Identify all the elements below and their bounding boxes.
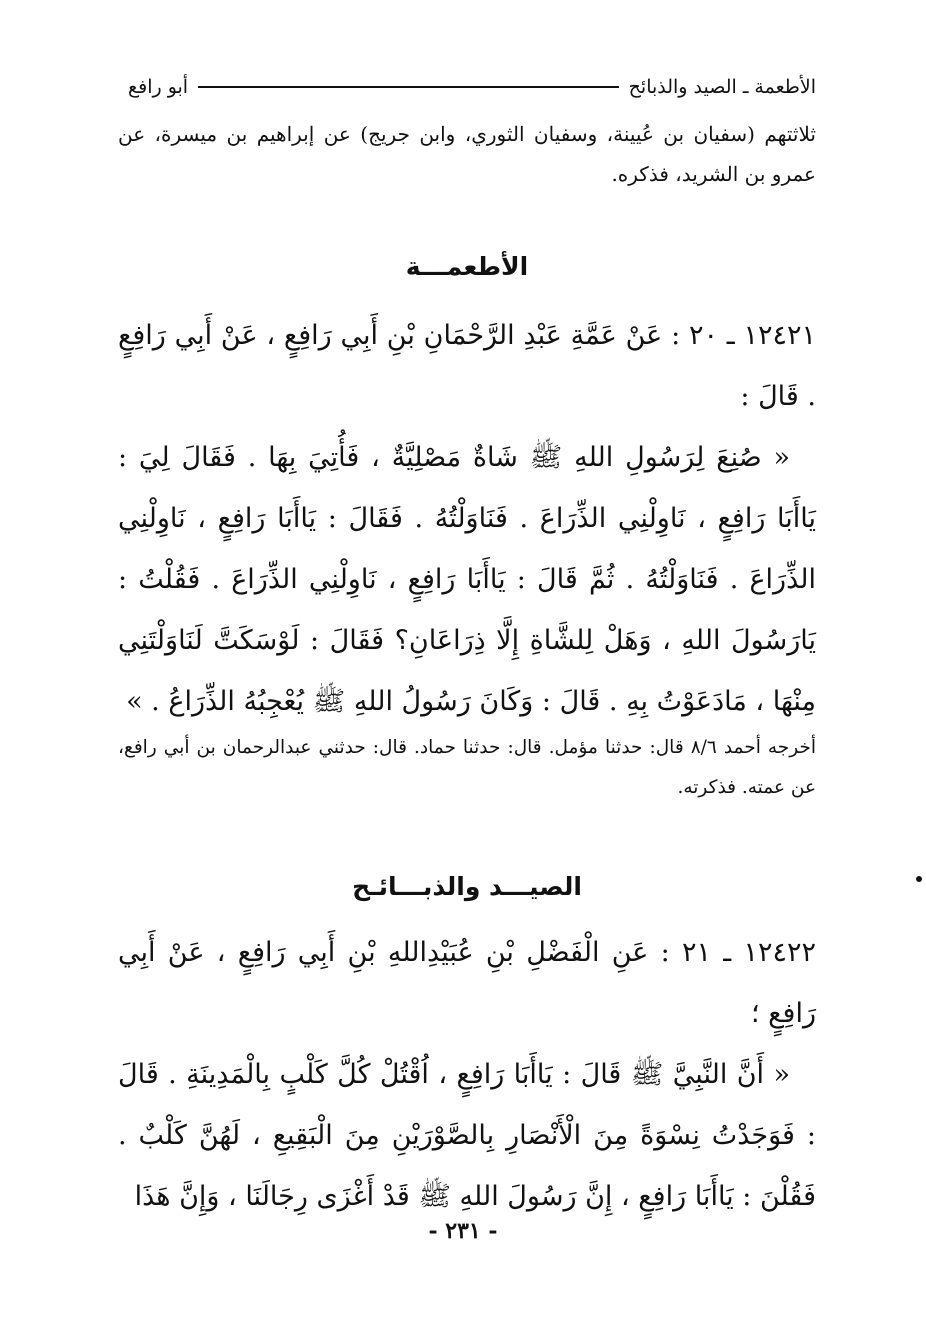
hadith-12421: [118, 305, 816, 732]
hadith-isnad: ١٢٤٢١ ـ ٢٠ : عَنْ عَمَّةِ عَبْدِ الرَّحْمَانِ بْنِ أَبِي رَافِعٍ ، عَنْ أَبِي رَافِعٍ . قَالَ :: [118, 320, 816, 412]
hadith-matn: « أَنَّ النَّبِيَّ ﷺ قَالَ : يَاأَبَا رَافِعٍ ، اُقْتُلْ كُلَّ كَلْبٍ بِالْمَدِينَةِ . قَالَ : فَوَجَدْتُ نِسْوَةً مِنَ الْأَنْصَارِ بِالصَّوْرَيْنِ مِنَ الْبَقِيعِ ، لَهُنَّ كَلْبٌ . فَقُلْنَ : يَاأَبَا رَافِعٍ ، إِنَّ رَسُولَ اللهِ ﷺ قَدْ أَغْزَى رِجَالَنَا ، وَإِنَّ هَذَا: [118, 1059, 816, 1212]
hadith-12422: [118, 922, 816, 1227]
hadith-matn: « صُنِعَ لِرَسُولِ اللهِ ﷺ شَاةٌ مَصْلِيَّةٌ ، فَأُتِيَ بِهَا . فَقَالَ لِيَ : يَاأَبَا رَافِعٍ ، نَاوِلْنِي الذِّرَاعَ . فَنَاوَلْتُهُ . فَقَالَ : يَاأَبَا رَافِعٍ ، نَاوِلْنِي الذِّرَاعَ . فَنَاوَلْتُهُ . ثُمَّ قَالَ : يَاأَبَا رَافِعٍ ، نَاوِلْنِي الذِّرَاعَ . فَقُلْتُ : يَارَسُولَ اللهِ ، وَهَلْ لِلشَّاةِ إِلَّا ذِرَاعَانِ؟ فَقَالَ : لَوْسَكَتَّ لَنَاوَلْتَنِي مِنْهَا ، مَادَعَوْتُ بِهِ . قَالَ : وَكَانَ رَسُولُ اللهِ ﷺ يُعْجِبُهُ الذِّرَاعُ . »: [118, 442, 816, 717]
running-head-rule: [198, 86, 619, 88]
running-head-narrator: أبو رافع: [128, 76, 189, 98]
section-heading-hunting: الصيـــد والذبـــائـح: [352, 872, 582, 901]
section-heading-foods: الأطعمـــة: [405, 252, 529, 281]
running-head-chapter: الأطعمة ـ الصيد والذبائح: [628, 76, 816, 98]
page-number: - ٢٣١ -: [428, 1218, 498, 1244]
takhrij-note: أخرجه أحمد ٨/٦ قال: حدثنا مؤمل. قال: حدثنا حماد. قال: حدثني عبدالرحمان بن أبي رافع، عن عمته. فذكرته.: [118, 737, 816, 798]
running-head: [128, 70, 816, 104]
hadith-isnad: ١٢٤٢٢ ـ ٢١ : عَنِ الْفَضْلِ بْنِ عُبَيْدِاللهِ بْنِ أَبِي رَافِعٍ ، عَنْ أَبِي رَافِعٍ ؛: [118, 937, 817, 1029]
margin-mark: [916, 876, 922, 882]
intro-paragraph: ثلاثتهم (سفيان بن عُيينة، وسفيان الثوري، وابن جريج) عن إبراهيم بن ميسرة، عن عمرو بن الشريد، فذكره.: [118, 122, 816, 186]
